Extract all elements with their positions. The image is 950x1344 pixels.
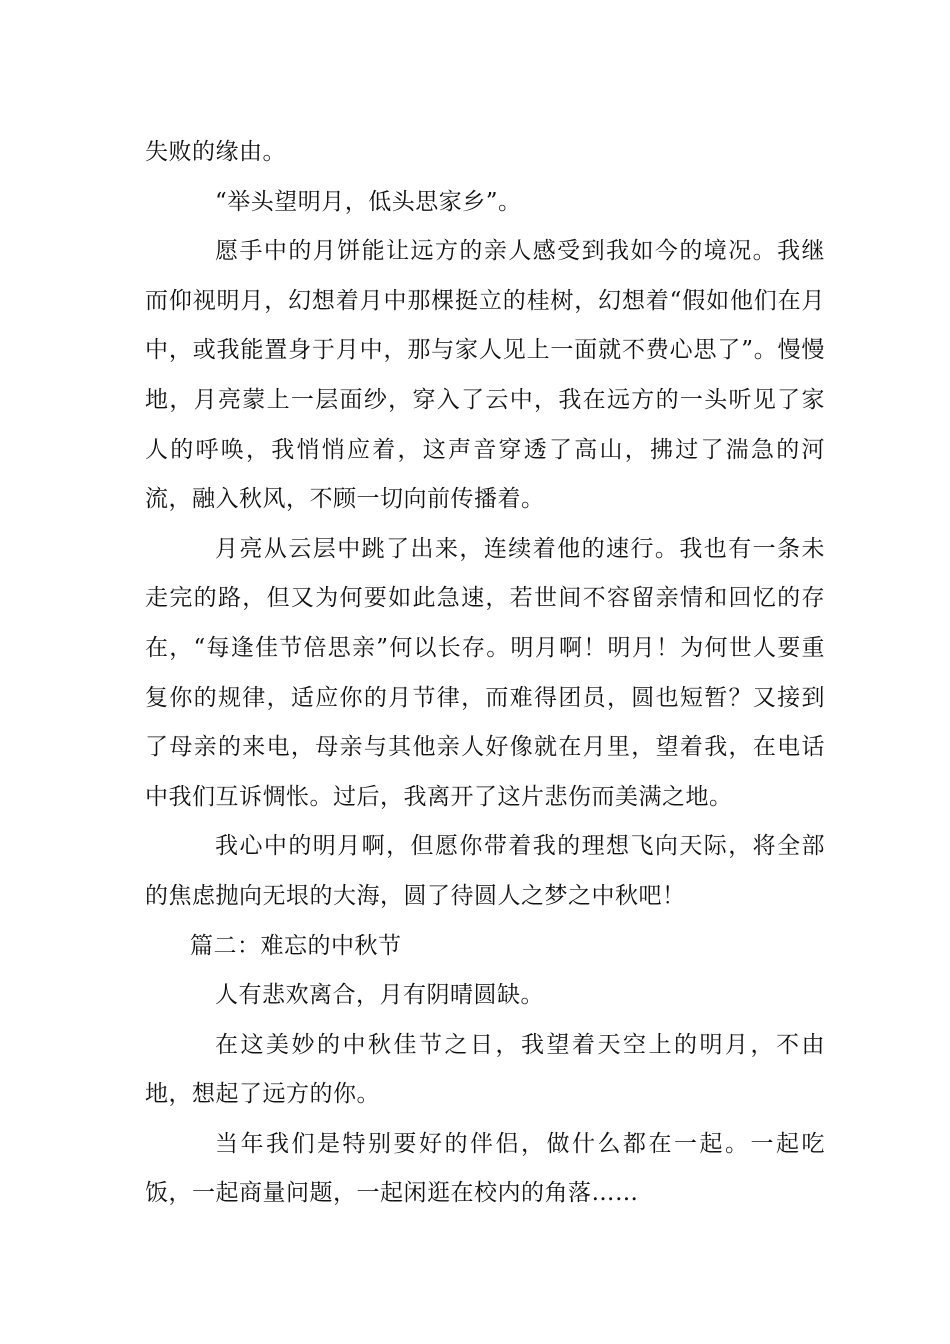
paragraph-3: 愿手中的月饼能让远方的亲人感受到我如今的境况。我继而仰视明月，幻想着月中那棵挺立的桂树，幻想着“假如他们在月中，或我能置身于月中，那与家人见上一面就不费心思了”。慢慢地，月亮蒙上一层面纱，穿入了云中，我在远方的一头听见了家人的呼唤，我悄悄应着，这声音穿透了高山，拂过了湍急的河流，融入秋风，不顾一切向前传播着。 <box>145 238 825 513</box>
section-heading: 篇二：难忘的中秋节 <box>190 932 402 959</box>
paragraph-4: 月亮从云层中跳了出来，连续着他的速行。我也有一条未走完的路，但又为何要如此急速，若世间不容留亲情和回忆的存在，“每逢佳节倍思亲”何以长存。明月啊！明月！为何世人要重复你的规律，适应你的月节律，而难得团员，圆也短暂？又接到了母亲的来电，母亲与其他亲人好像就在月里，望着我，在电话中我们互诉惆怅。过后，我离开了这片悲伤而美满之地。 <box>145 535 825 810</box>
paragraph-2: “举头望明月，低头思家乡”。 <box>215 188 522 215</box>
paragraph-5: 我心中的明月啊，但愿你带着我的理想飞向天际，将全部的焦虑抛向无垠的大海，圆了待圆人之梦之中秋吧！ <box>145 833 825 909</box>
document-body <box>145 128 825 1219</box>
paragraph-7: 在这美妙的中秋佳节之日，我望着天空上的明月，不由地，想起了远方的你。 <box>145 1031 825 1108</box>
paragraph-8: 当年我们是特别要好的伴侣，做什么都在一起。一起吃饭，一起商量问题，一起闲逛在校内的角落…… <box>145 1130 825 1207</box>
paragraph-1: 失败的缘由。 <box>145 139 286 165</box>
paragraph-6: 人有悲欢离合，月有阴晴圆缺。 <box>215 982 544 1009</box>
